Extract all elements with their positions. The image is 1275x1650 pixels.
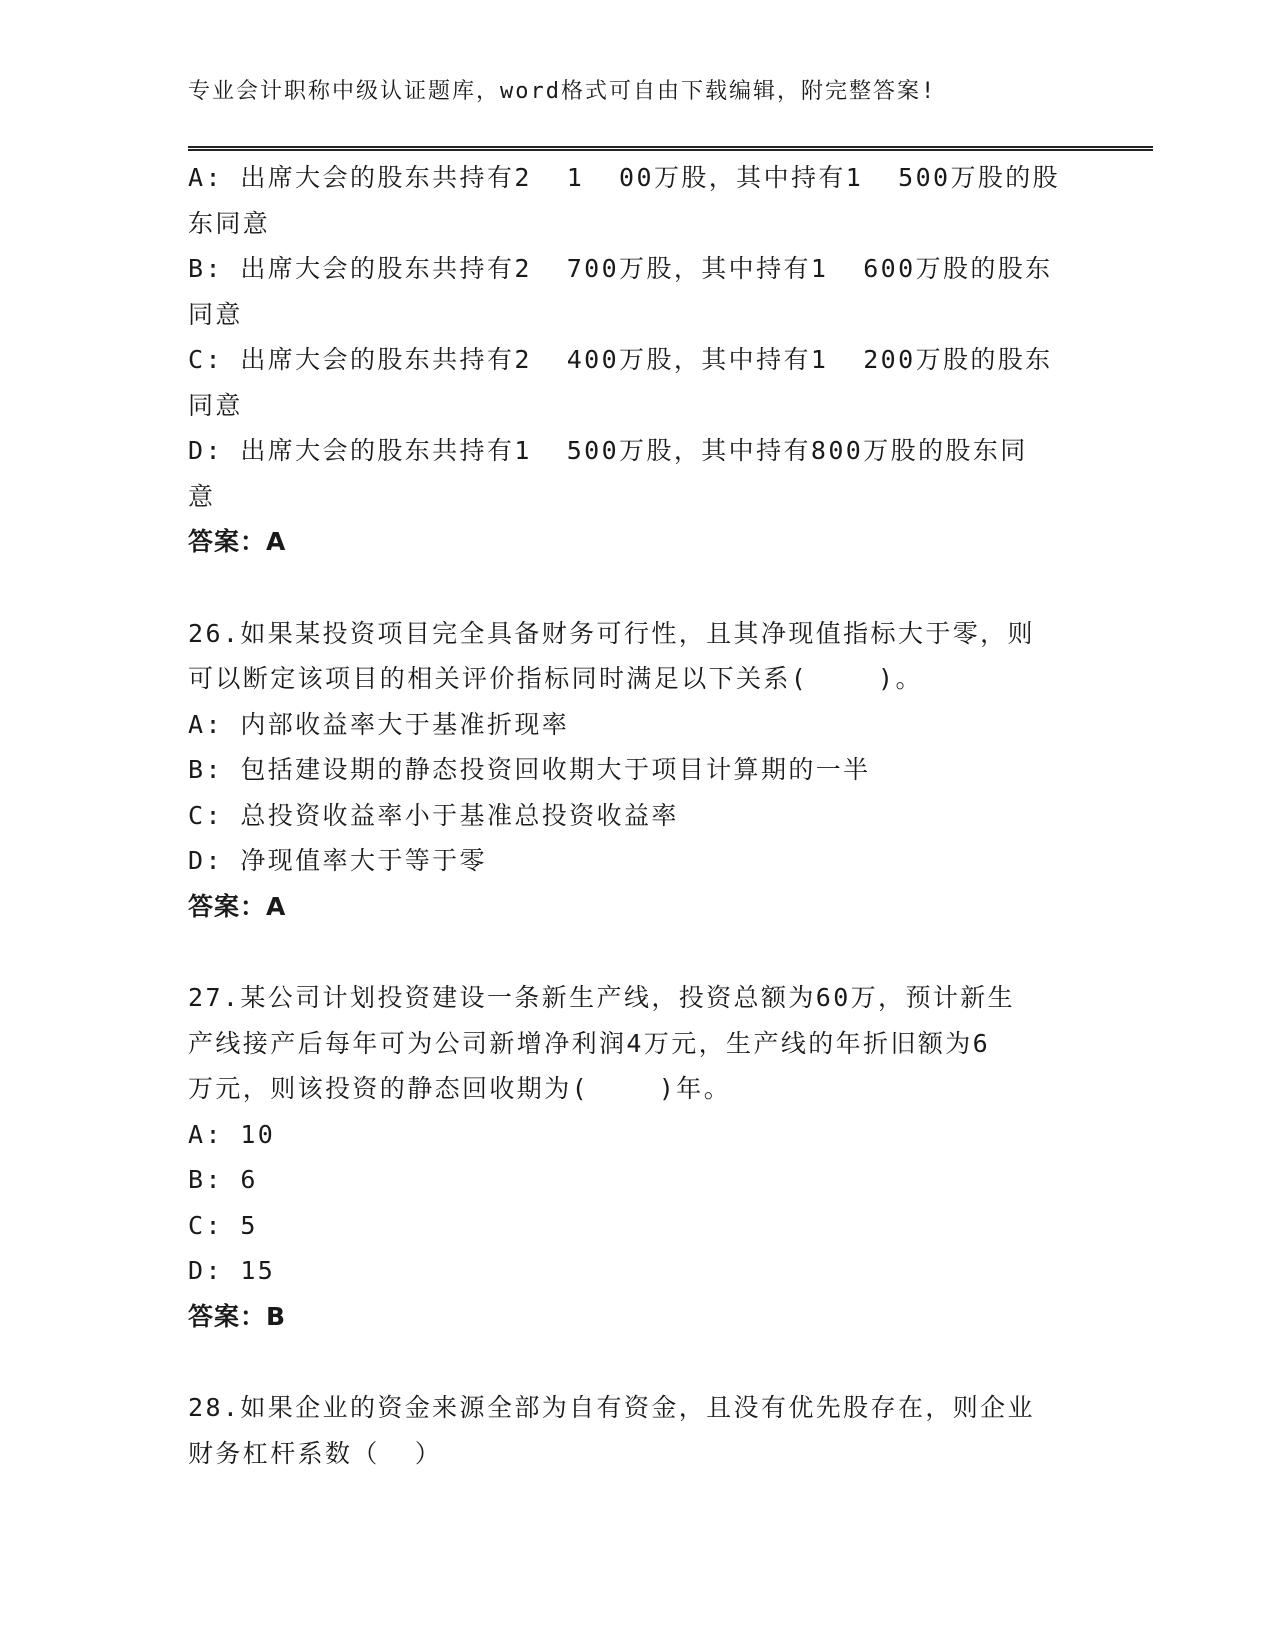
q25-option-c-cont: 同意 (188, 390, 243, 420)
q25-answer: 答案：A (188, 527, 287, 556)
q25-option-d-cont: 意 (188, 481, 216, 511)
spacer (188, 1339, 1078, 1385)
question-28-block (188, 1385, 1078, 1476)
q28-stem: 28.如果企业的资金来源全部为自有资金，且没有优先股存在，则企业 (188, 1393, 1035, 1422)
question-content (188, 155, 1078, 1476)
q27-stem-cont-2: 万元，则该投资的静态回收期为( )年。 (188, 1074, 732, 1103)
q25-option-a-cont: 东同意 (188, 208, 271, 238)
q27-option-b: B: 6 (188, 1165, 258, 1194)
q26-option-a: A: 内部收益率大于基准折现率 (188, 709, 570, 739)
spacer (188, 565, 1078, 611)
question-27-block (188, 975, 1078, 1339)
q26-stem-cont: 可以断定该项目的相关评价指标同时满足以下关系( )。 (188, 664, 923, 693)
question-25-block (188, 155, 1078, 565)
q28-stem-cont: 财务杠杆系数（ ） (188, 1438, 443, 1468)
q26-option-d: D: 净现值率大于等于零 (188, 846, 487, 875)
q27-option-c: C: 5 (188, 1210, 258, 1240)
question-26-block (188, 611, 1078, 930)
q26-option-b: B: 包括建设期的静态投资回收期大于项目计算期的一半 (188, 755, 871, 784)
q26-stem: 26.如果某投资项目完全具备财务可行性，且其净现值指标大于零，则 (188, 618, 1035, 648)
q25-option-d: D: 出席大会的股东共持有1 500万股，其中持有800万股的股东同 (188, 436, 1028, 465)
q26-option-c: C: 总投资收益率小于基准总投资收益率 (188, 800, 679, 830)
q27-option-a: A: 10 (188, 1119, 276, 1149)
q25-option-b-cont: 同意 (188, 299, 243, 329)
q27-option-d: D: 15 (188, 1256, 276, 1285)
q25-option-c: C: 出席大会的股东共持有2 400万股，其中持有1 200万股的股东 (188, 345, 1053, 374)
spacer (188, 929, 1078, 975)
header-double-rule (188, 146, 1153, 151)
page-header: 专业会计职称中级认证题库，word格式可自由下载编辑，附完整答案! (188, 79, 937, 104)
q27-stem: 27.某公司计划投资建设一条新生产线，投资总额为60万，预计新生 (188, 983, 1016, 1012)
q27-answer: 答案：B (188, 1301, 287, 1331)
q25-option-a: A: 出席大会的股东共持有2 1 00万股，其中持有1 500万股的股 (188, 163, 1061, 192)
q27-stem-cont: 产线接产后每年可为公司新增净利润4万元，生产线的年折旧额为6 (188, 1028, 991, 1058)
q25-option-b: B: 出席大会的股东共持有2 700万股，其中持有1 600万股的股东 (188, 254, 1053, 283)
q26-answer: 答案：A (188, 891, 287, 921)
